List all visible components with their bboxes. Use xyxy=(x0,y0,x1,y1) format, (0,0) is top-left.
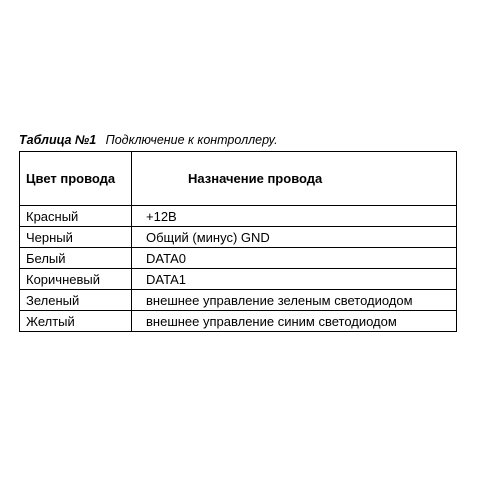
table-row xyxy=(20,206,457,227)
table-header-row xyxy=(20,152,457,206)
table-caption-text: Подключение к контроллеру. xyxy=(105,133,278,147)
table-row xyxy=(20,311,457,332)
cell-wire-color: Черный xyxy=(20,227,132,248)
cell-wire-purpose: +12В xyxy=(132,206,457,227)
table-row xyxy=(20,290,457,311)
header-wire-purpose: Назначение провода xyxy=(132,152,457,206)
cell-wire-color: Белый xyxy=(20,248,132,269)
table-row xyxy=(20,227,457,248)
header-wire-color: Цвет провода xyxy=(20,152,132,206)
cell-wire-color: Желтый xyxy=(20,311,132,332)
table-row xyxy=(20,248,457,269)
cell-wire-purpose: внешнее управление синим светодиодом xyxy=(132,311,457,332)
cell-wire-purpose: DATA1 xyxy=(132,269,457,290)
cell-wire-purpose: внешнее управление зеленым светодиодом xyxy=(132,290,457,311)
cell-wire-purpose: DATA0 xyxy=(132,248,457,269)
table-row xyxy=(20,269,457,290)
table-number: Таблица №1 xyxy=(19,133,97,147)
wire-connection-table xyxy=(19,151,457,332)
cell-wire-color: Красный xyxy=(20,206,132,227)
cell-wire-purpose: Общий (минус) GND xyxy=(132,227,457,248)
table-caption xyxy=(19,133,278,147)
cell-wire-color: Зеленый xyxy=(20,290,132,311)
cell-wire-color: Коричневый xyxy=(20,269,132,290)
